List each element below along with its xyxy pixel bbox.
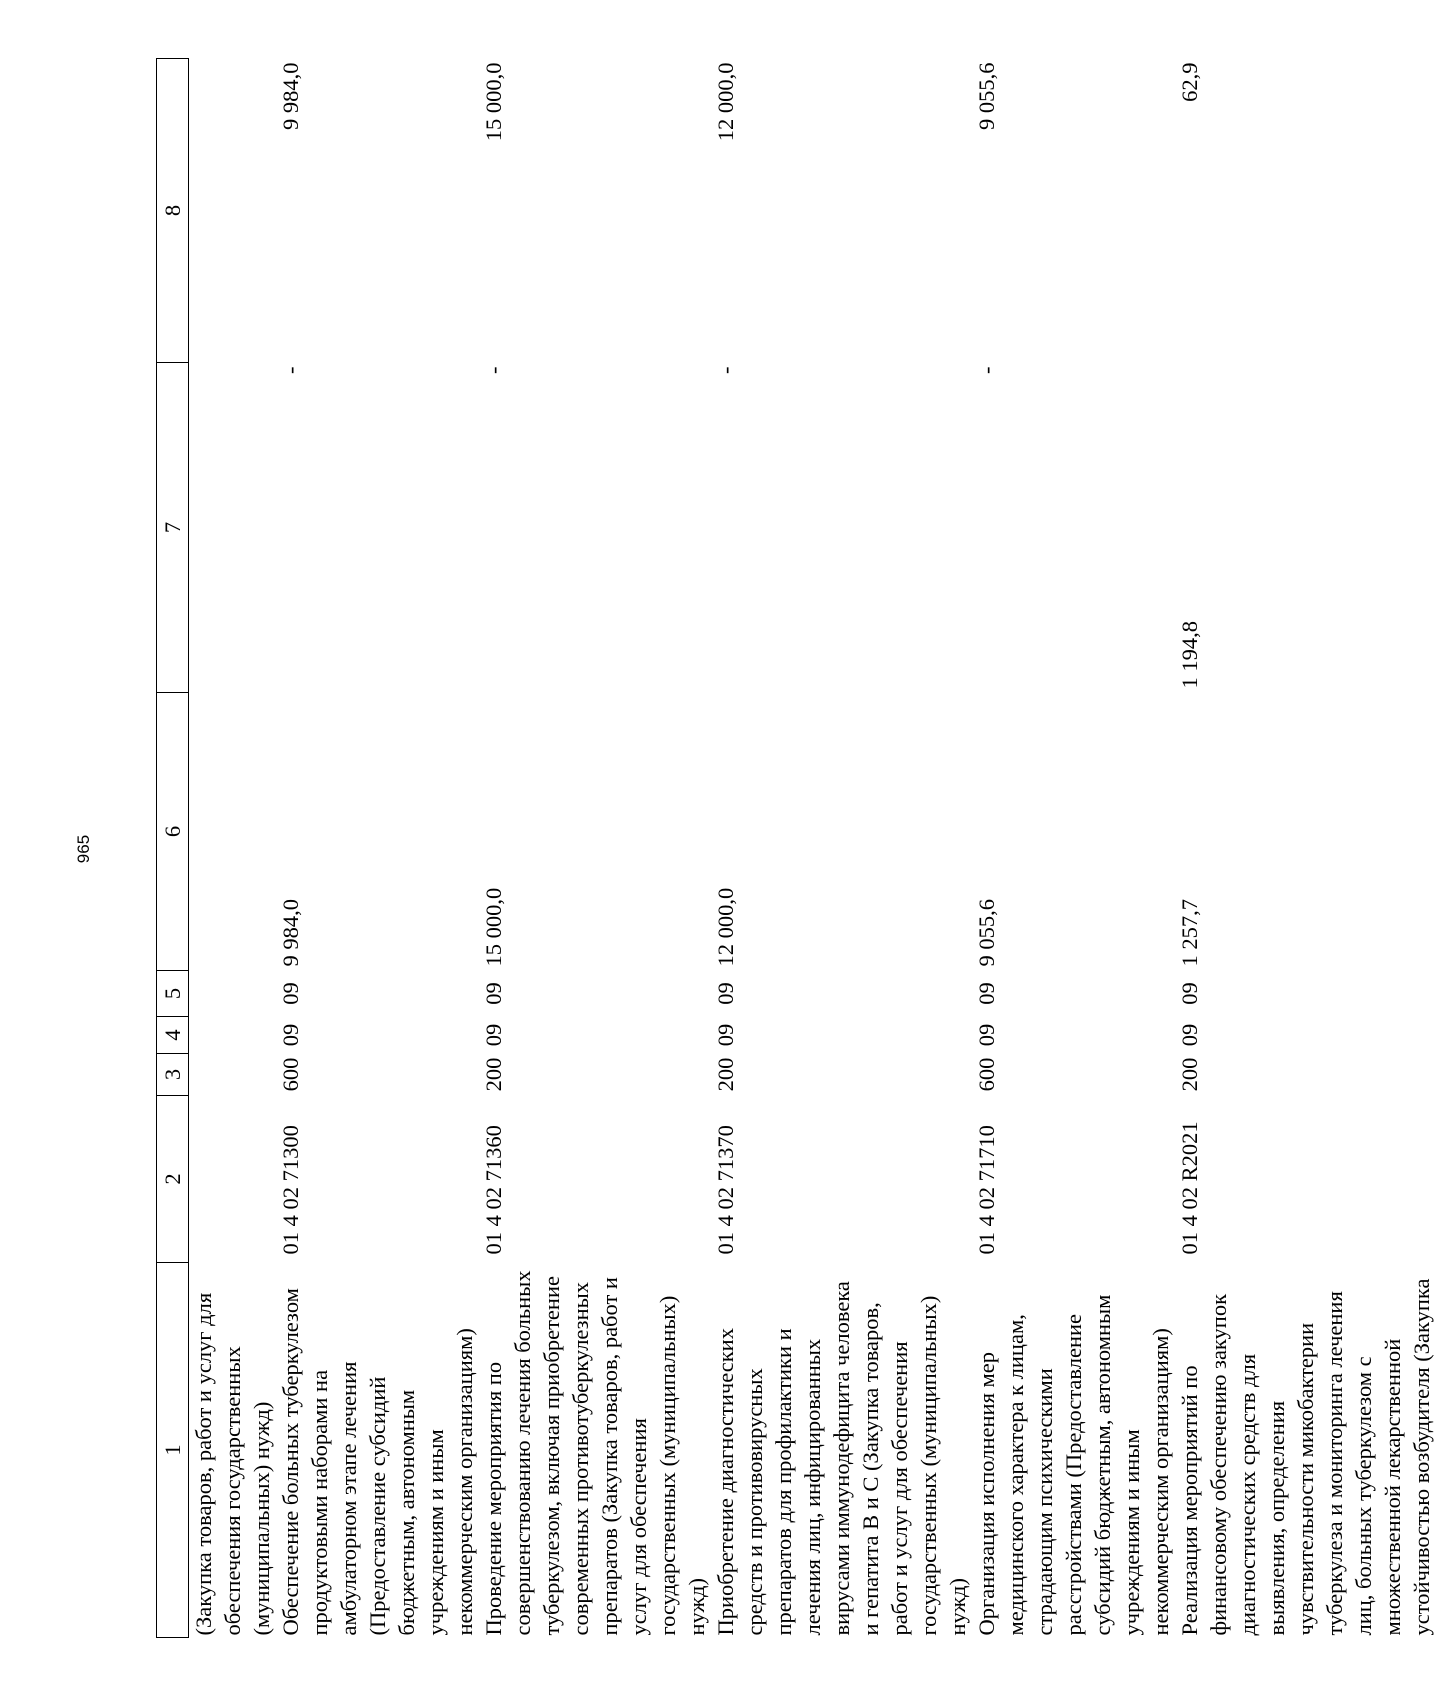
row-amount-total: 1 257,7 <box>1177 899 1202 967</box>
row-code: 01 4 02 71370 <box>713 1125 738 1255</box>
row-amount-total: 9 984,0 <box>278 899 303 967</box>
row-subsection: 09 <box>481 982 506 1005</box>
row-expense-type: 200 <box>481 1057 506 1092</box>
rotated-page-content <box>156 58 1434 1638</box>
row-expense-type: 600 <box>974 1057 999 1092</box>
row-expense-type: 200 <box>713 1057 738 1092</box>
row-description: Обеспечение больных туберкулезом продуктовыми наборами на амбулаторном этапе лечения (Предоставление субсидий бюджетным, автономным учреждениям и иным некоммерческим организациям) <box>278 1288 477 1636</box>
row-description: Приобретение диагностических средств и противовирусных препаратов для профилактики и лечения лиц, инфицированных вирусами иммунодефицита человека и гепатита В и С (Закупка товаров, работ и услуг для обеспечения государственных (муниципальных) нужд) <box>713 1281 970 1636</box>
row-subsection <box>189 971 277 1017</box>
row-section: 09 <box>974 1023 999 1047</box>
row-amount-federal: - <box>713 366 738 374</box>
row-amount-federal: - <box>974 366 999 374</box>
table-row <box>972 59 1175 1638</box>
row-subsection: 09 <box>278 982 303 1005</box>
row-amount-federal: - <box>481 366 506 374</box>
row-description: (Закупка товаров, работ и услуг для обеспечения государственных (муниципальных) нужд) <box>191 1292 274 1636</box>
row-code: 01 4 02 71710 <box>974 1125 999 1255</box>
row-section: 09 <box>1177 1023 1202 1047</box>
col-header-2: 2 <box>157 1096 189 1263</box>
row-amount-regional: 9 055,6 <box>974 62 999 130</box>
row-code <box>189 1096 277 1263</box>
row-section: 09 <box>713 1023 738 1047</box>
table-row <box>479 59 711 1638</box>
table-row <box>1175 59 1436 1638</box>
table-row <box>276 59 479 1638</box>
row-code: 01 4 02 R2021 <box>1177 1121 1202 1255</box>
col-header-5: 5 <box>157 971 189 1017</box>
col-header-3: 3 <box>157 1054 189 1096</box>
row-amount-total <box>189 693 277 971</box>
row-amount-regional: 62,9 <box>1177 62 1202 102</box>
row-subsection: 09 <box>1177 982 1202 1005</box>
row-amount-regional: 15 000,0 <box>481 62 506 142</box>
header-row <box>157 59 189 1638</box>
row-amount-federal: 1 194,8 <box>1177 621 1202 689</box>
col-header-6: 6 <box>157 693 189 971</box>
row-description: Проведение мероприятия по совершенствованию лечения больных туберкулезом, включая приобретение современных противотуберкулезных препаратов (Закупка товаров, работ и услуг для обеспечения государственных (муниципальных) нужд) <box>481 1270 709 1636</box>
budget-table <box>156 58 1436 1638</box>
row-amount-regional: 12 000,0 <box>713 62 738 142</box>
table-row <box>189 59 277 1638</box>
row-expense-type <box>189 1054 277 1096</box>
table-row <box>711 59 972 1638</box>
row-expense-type: 200 <box>1177 1057 1202 1092</box>
row-amount-total: 12 000,0 <box>713 887 738 967</box>
row-amount-regional <box>189 59 277 363</box>
row-subsection: 09 <box>974 982 999 1005</box>
row-description: Реализация мероприятий по финансовому обеспечению закупок диагностических средств для выявления, определения чувствительности микобактерии туберкулеза и мониторинга лечения лиц, больных туберкулезом с множественной лекарственной устойчивостью возбудителя (Закупка <box>1177 1278 1434 1636</box>
row-subsection: 09 <box>713 982 738 1005</box>
row-code: 01 4 02 71300 <box>278 1125 303 1255</box>
row-amount-federal <box>189 363 277 693</box>
row-expense-type: 600 <box>278 1057 303 1092</box>
row-amount-federal: - <box>278 366 303 374</box>
row-section: 09 <box>481 1023 506 1047</box>
row-section <box>189 1017 277 1054</box>
row-description: Организация исполнения мер медицинского характера к лицам, страдающим психическими расстройствами (Предоставление субсидий бюджетным, автономным учреждениям и иным некоммерческим организациям) <box>974 1294 1173 1636</box>
row-code: 01 4 02 71360 <box>481 1125 506 1255</box>
row-amount-total: 15 000,0 <box>481 887 506 967</box>
col-header-4: 4 <box>157 1017 189 1054</box>
row-amount-regional: 9 984,0 <box>278 62 303 130</box>
col-header-7: 7 <box>157 363 189 693</box>
page-number: 965 <box>74 834 93 864</box>
row-section: 09 <box>278 1023 303 1047</box>
col-header-1: 1 <box>157 1263 189 1638</box>
row-amount-total: 9 055,6 <box>974 899 999 967</box>
col-header-8: 8 <box>157 59 189 363</box>
